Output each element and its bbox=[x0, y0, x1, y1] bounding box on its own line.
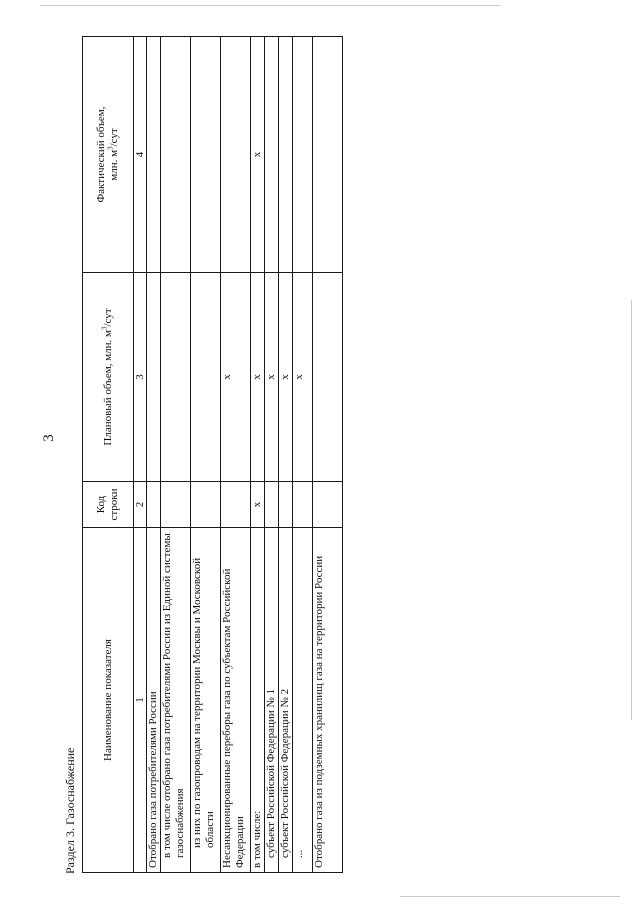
header-actual-suffix: /сут bbox=[108, 128, 120, 147]
rotated-sheet bbox=[60, 20, 330, 876]
row-planned bbox=[161, 273, 191, 482]
header-planned bbox=[83, 273, 134, 482]
table-row bbox=[191, 37, 221, 873]
gas-supply-table bbox=[82, 36, 343, 873]
row-actual: х bbox=[251, 37, 265, 273]
header-actual-prefix: млн. м bbox=[108, 149, 120, 181]
row-name: Несанкционированные переборы газа по субъектам Российской Федерации bbox=[221, 528, 251, 873]
row-name: в том числе отобрано газа потребителями России из Единой системы газоснабжения bbox=[161, 528, 191, 873]
column-number: 4 bbox=[134, 37, 147, 273]
row-planned bbox=[191, 273, 221, 482]
row-planned: х bbox=[251, 273, 265, 482]
row-planned: х bbox=[265, 273, 279, 482]
row-actual bbox=[265, 37, 279, 273]
header-planned-sup: 3 bbox=[99, 326, 108, 331]
row-planned bbox=[147, 273, 161, 482]
table-row bbox=[221, 37, 251, 873]
row-code bbox=[293, 482, 313, 528]
table-row bbox=[265, 37, 279, 873]
row-actual bbox=[161, 37, 191, 273]
column-number: 2 bbox=[134, 482, 147, 528]
row-code bbox=[313, 482, 343, 528]
table-row bbox=[161, 37, 191, 873]
table-row bbox=[251, 37, 265, 873]
row-code: х bbox=[251, 482, 265, 528]
header-actual-line1: Фактический объем, bbox=[95, 106, 107, 203]
row-name: субъект Российской Федерации № 2 bbox=[279, 528, 293, 873]
header-actual bbox=[83, 37, 134, 273]
column-number: 3 bbox=[134, 273, 147, 482]
header-planned-prefix: Плановый объем, млн. м bbox=[101, 330, 114, 446]
row-planned: х bbox=[279, 273, 293, 482]
row-planned: х bbox=[293, 273, 313, 482]
row-actual bbox=[293, 37, 313, 273]
scan-edge-bottom bbox=[400, 896, 620, 897]
page-number: 3 bbox=[41, 434, 57, 442]
row-name: ... bbox=[293, 528, 313, 873]
header-actual-sup: 3 bbox=[106, 146, 115, 150]
row-actual bbox=[191, 37, 221, 273]
row-name: Отобрано газа потребителями России bbox=[147, 528, 161, 873]
row-name: субъект Российской Федерации № 1 bbox=[265, 528, 279, 873]
scan-edge-right bbox=[631, 300, 632, 720]
header-code-line2: строки bbox=[108, 488, 120, 521]
header-planned-suffix: /сут bbox=[101, 308, 114, 327]
row-name: Отобрано газа из подземных хранилищ газа на территории России bbox=[313, 528, 343, 873]
row-actual bbox=[221, 37, 251, 273]
row-code bbox=[147, 482, 161, 528]
header-code bbox=[83, 482, 134, 528]
table-row bbox=[313, 37, 343, 873]
table-row bbox=[293, 37, 313, 873]
section-title: Раздел 3. Газоснабжение bbox=[63, 747, 77, 874]
table-row bbox=[147, 37, 161, 873]
row-code bbox=[191, 482, 221, 528]
scan-edge-top bbox=[40, 5, 500, 6]
row-planned: х bbox=[221, 273, 251, 482]
header-row bbox=[83, 37, 134, 873]
table-row bbox=[279, 37, 293, 873]
row-planned bbox=[313, 273, 343, 482]
row-actual bbox=[313, 37, 343, 273]
header-name: Наименование показателя bbox=[83, 528, 134, 873]
row-code bbox=[279, 482, 293, 528]
header-code-line1: Код bbox=[95, 495, 107, 514]
row-name: из них по газопроводам на территории Москвы и Московской области bbox=[191, 528, 221, 873]
row-code bbox=[221, 482, 251, 528]
column-number-row bbox=[134, 37, 147, 873]
row-code bbox=[265, 482, 279, 528]
row-actual bbox=[147, 37, 161, 273]
row-actual bbox=[279, 37, 293, 273]
column-number: 1 bbox=[134, 528, 147, 873]
row-code bbox=[161, 482, 191, 528]
row-name: в том числе: bbox=[251, 528, 265, 873]
